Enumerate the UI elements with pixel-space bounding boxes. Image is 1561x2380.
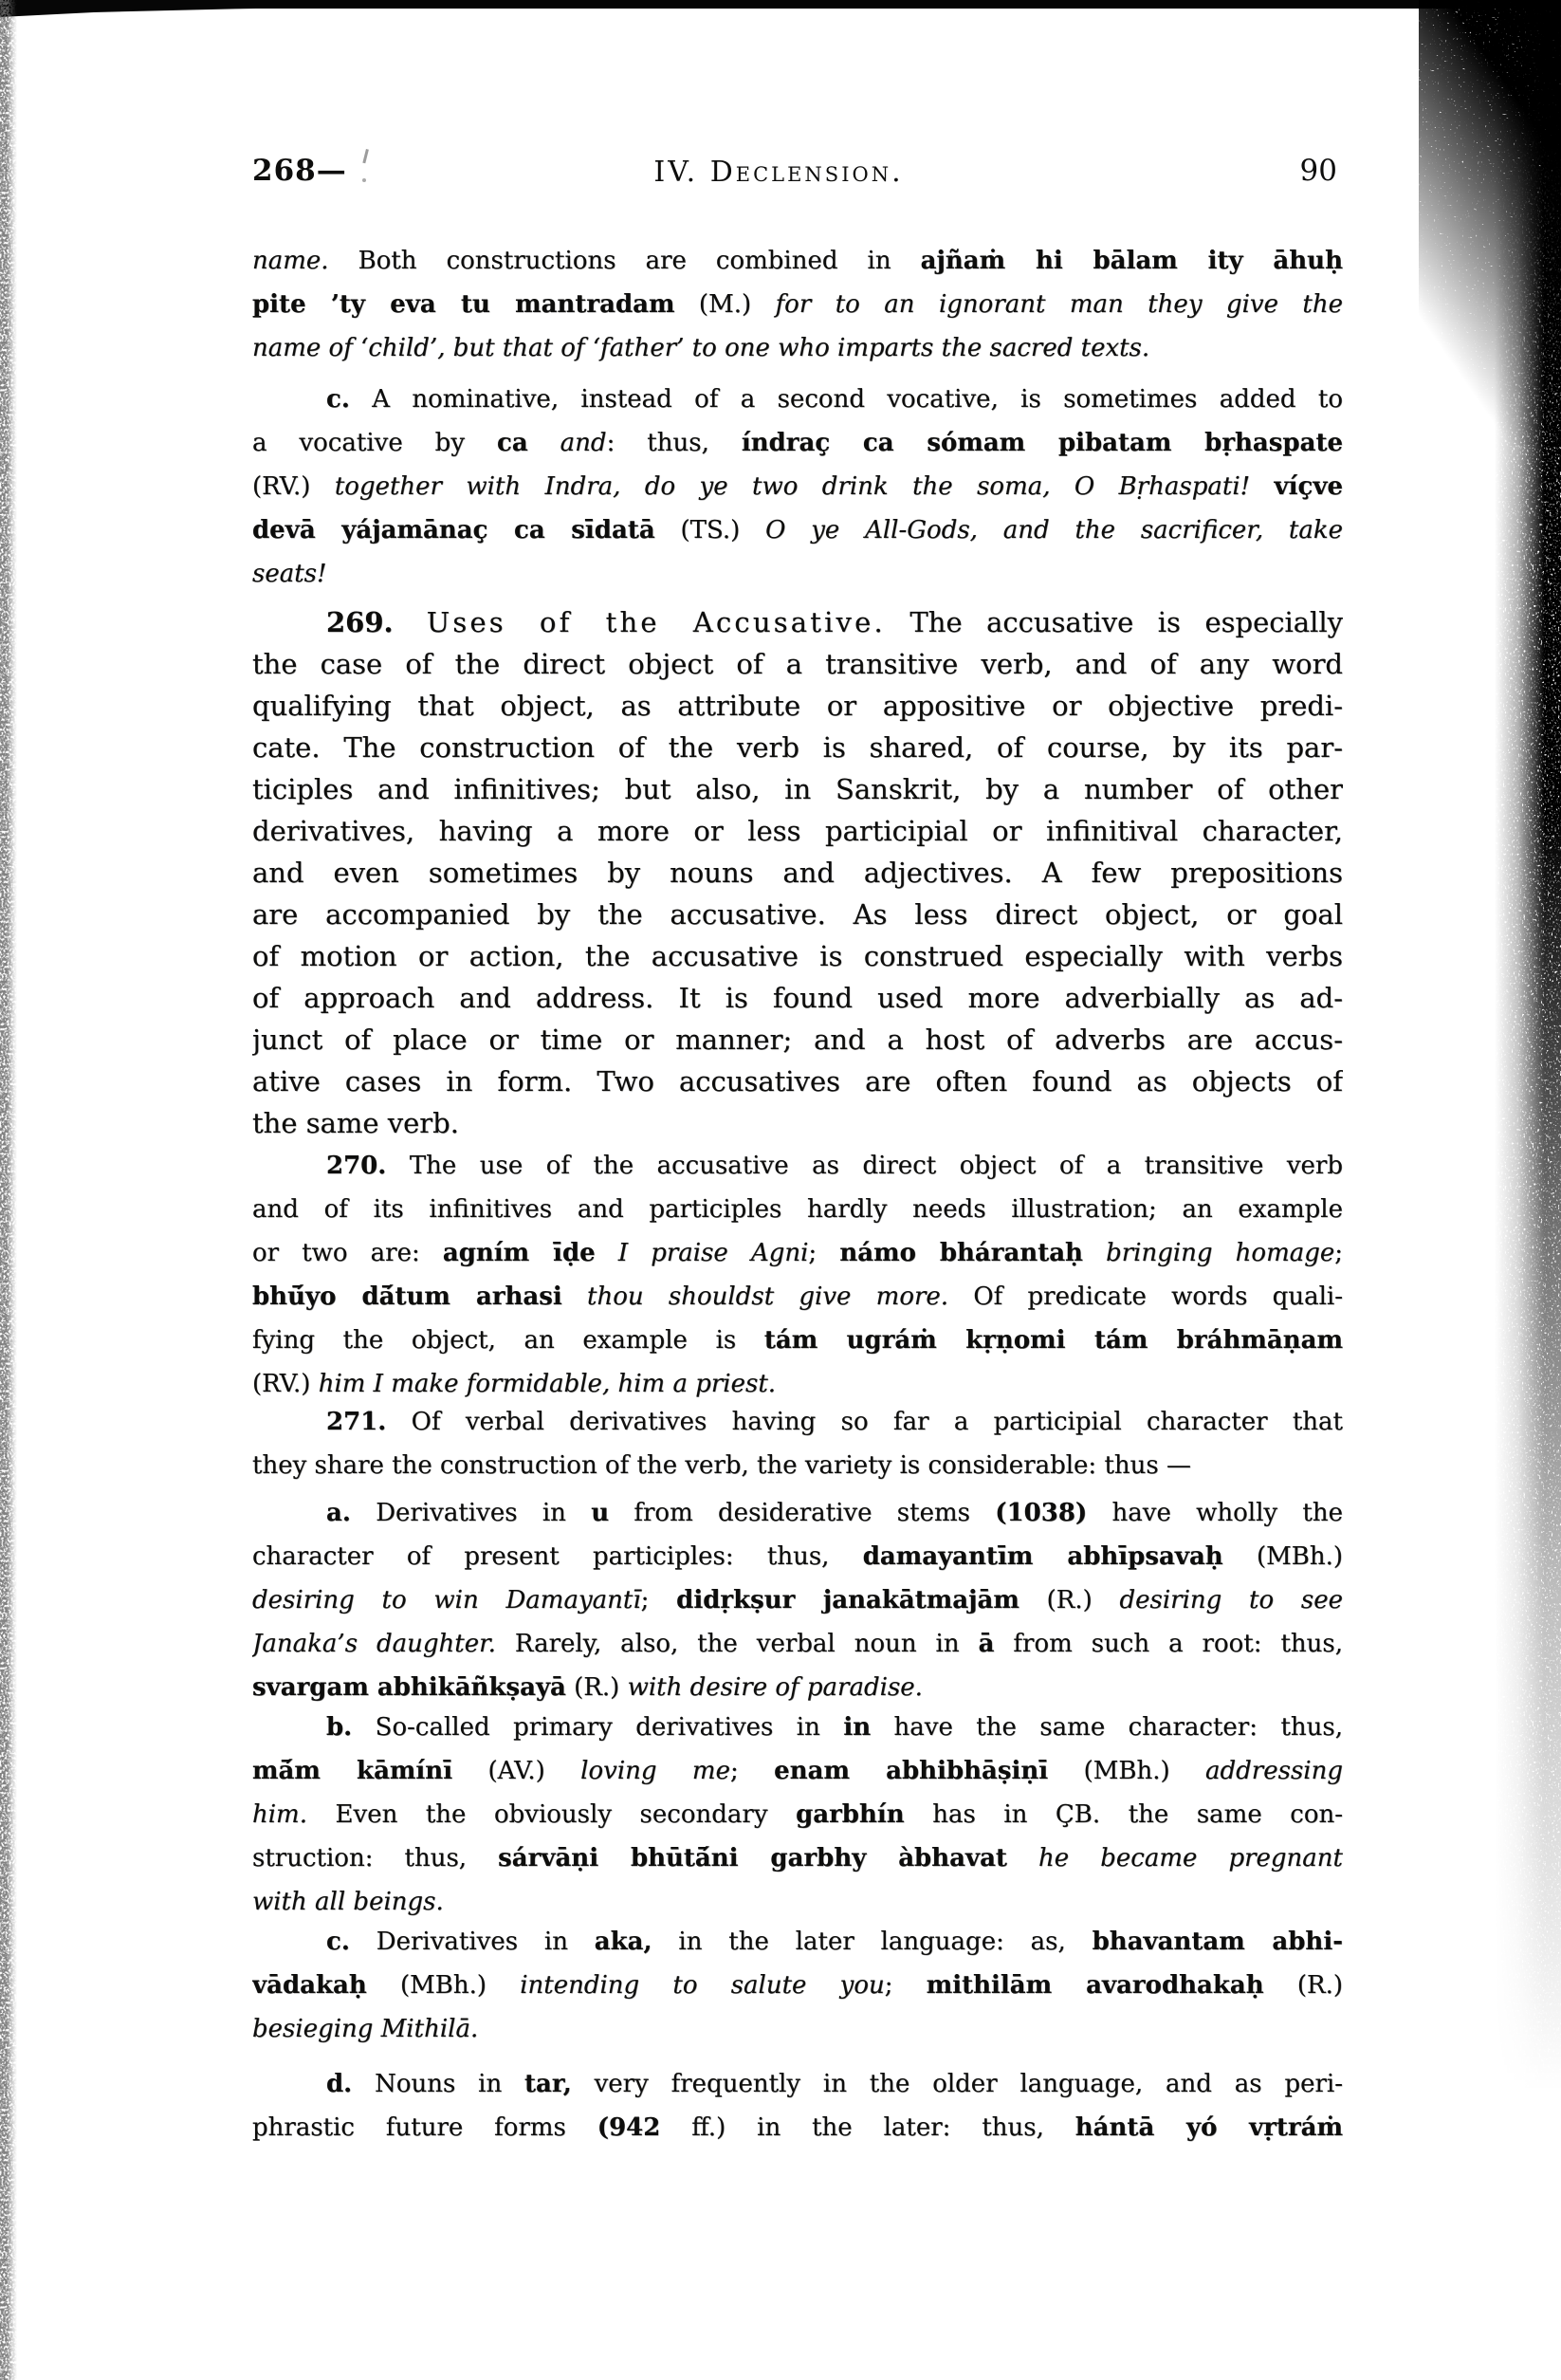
text-segment: in [843,1713,872,1742]
text-segment: very frequently in the older language, and as peri- [571,2070,1343,2098]
text-segment: with desire of paradise. [627,1673,923,1702]
text-segment: didṛkṣur janakātmajām [676,1586,1019,1614]
para-271d-line-1 [252,2062,1343,2106]
text-segment: Of predicate words quali- [948,1282,1343,1311]
text-segment: a vocative by [252,429,497,457]
text-segment: aka, [594,1928,652,1956]
text-segment [1250,472,1274,501]
text-segment: are accompanied by the accusative. As less direct object, or goal [252,898,1343,931]
text-segment: together with Indra, do ye two drink the soma, O Bṛhaspati! [334,472,1251,501]
para-270-line-1 [252,1144,1343,1188]
text-segment: 269. [326,606,394,638]
para-269-line-9 [252,935,1343,977]
para-271b-line-4 [252,1836,1343,1880]
text-segment: mā́m kāmínī [252,1757,453,1785]
text-segment: has in ÇB. the same con- [904,1800,1343,1829]
para-271a-line-3 [252,1578,1343,1622]
para-268c-line-1 [252,378,1343,421]
text-segment: fying the object, an example is [252,1326,764,1355]
text-segment: Derivatives in [350,1499,592,1527]
text-segment: a. [326,1499,351,1527]
para-270-line-5 [252,1319,1343,1362]
text-segment: (R.) [565,1673,628,1702]
para-continuation-line-1 [252,239,1343,283]
text-segment: have wholly the [1087,1499,1343,1527]
text-segment: Janaka’s daughter. [252,1630,496,1658]
page-number: 90 [1299,154,1337,188]
para-268c [252,378,1343,596]
text-segment: in the later language: as, [652,1928,1093,1956]
text-segment: svargam abhikāñkṣayā [252,1673,566,1702]
text-segment: they share the construction of the verb, the variety is considerable: thus — [252,1451,1192,1480]
para-269-line-8 [252,894,1343,935]
text-segment: So-called primary derivatives in [352,1713,844,1742]
text-segment: námo bhárantaḥ [839,1239,1083,1267]
text-segment: damayantīm abhīpsavaḥ [862,1542,1223,1571]
text-segment: pite ’ty eva tu mantradam [252,290,675,319]
text-segment: (942 [597,2113,661,2142]
section-range-number: 268— [252,154,347,188]
text-segment: character of present participles: thus, [252,1542,863,1571]
text-segment: desiring to win Damayantī [252,1586,641,1614]
text-segment: b. [326,1713,353,1742]
text-segment: him. [252,1800,307,1829]
text-segment: ; [640,1586,677,1614]
text-segment: from such a root: thus, [994,1630,1343,1658]
para-269-line-11 [252,1019,1343,1061]
text-segment: ; [884,1971,927,2000]
text-segment: ; [1334,1239,1343,1267]
text-segment: Uses of the Accusative. [393,606,886,638]
text-segment: ; [729,1757,775,1785]
text-segment: Nouns in [352,2070,525,2098]
text-segment: bhū́yo dā́tum arhasi [252,1282,562,1311]
para-271b-line-2 [252,1749,1343,1793]
text-segment: ca [497,429,528,457]
text-segment: the same verb. [252,1107,459,1139]
text-segment: Rarely, also, the verbal noun in [495,1630,979,1658]
para-269-line-1 [252,601,1343,643]
para-271a-line-2 [252,1535,1343,1578]
para-268c-line-4 [252,508,1343,552]
text-segment: tar, [524,2070,572,2098]
text-segment: derivatives, having a more or less participial or infinitival character, [252,815,1343,847]
para-269-line-3 [252,685,1343,727]
text-segment: The use of the accusative as direct object of a transitive verb [386,1152,1343,1180]
para-continuation-line-3 [252,326,1343,370]
text-segment: loving me [580,1757,730,1785]
para-271c-line-1 [252,1920,1343,1964]
para-270-line-2 [252,1188,1343,1231]
para-271-line-2 [252,1444,1343,1487]
text-segment: addressing [1205,1757,1343,1785]
text-segment: Both constructions are combined in [328,247,921,275]
para-271a [252,1491,1343,1709]
text-segment: hántā yó vṛtráṁ [1074,2113,1343,2142]
text-segment: (M.) [674,290,776,319]
text-segment: A nominative, instead of a second vocative, is sometimes added to [349,385,1343,414]
text-segment: name. [252,247,329,275]
text-segment: enam abhibhāṣiṇī [774,1757,1049,1785]
text-segment: mithilām avarodhakaḥ [926,1971,1264,2000]
para-268c-line-3 [252,465,1343,508]
para-268c-line-2 [252,421,1343,465]
text-segment: u [591,1499,610,1527]
text-segment: I praise Agni [595,1239,809,1267]
chapter-running-title: IV. Declension. [653,156,904,189]
text-segment: devā yájamānaç ca sīdatā [252,516,655,544]
para-269-line-6 [252,810,1343,852]
text-segment: víçve [1274,472,1343,501]
text-segment: him I make formidable, him a priest. [318,1370,777,1398]
text-segment: or two are: [252,1239,443,1267]
text-segment: (MBh.) [1222,1542,1343,1571]
text-segment: 271. [326,1408,387,1436]
text-segment: ; [808,1239,840,1267]
para-271a-line-1 [252,1491,1343,1535]
text-segment: c. [326,385,350,414]
para-269-line-2 [252,643,1343,685]
para-270 [252,1144,1343,1406]
text-segment: desiring to see [1119,1586,1343,1614]
text-segment: (MBh.) [366,1971,521,2000]
text-segment: bringing homage [1082,1239,1335,1267]
text-segment: ticiples and infinitives; but also, in Sanskrit, by a number of other [252,773,1343,805]
text-segment: índraç ca sómam pibatam bṛhaspate [741,429,1343,457]
text-segment: for to an ignorant man they give the [775,290,1343,319]
text-segment: from desiderative stems [609,1499,996,1527]
para-269-line-5 [252,768,1343,810]
text-segment: of approach and address. It is found used more adverbially as ad- [252,982,1343,1014]
text-segment: (TS.) [654,516,766,544]
para-271a-line-5 [252,1666,1343,1709]
text-segment: and [527,429,607,457]
text-segment: : thus, [606,429,742,457]
text-segment: with all beings. [252,1888,444,1916]
para-269-line-10 [252,977,1343,1019]
text-segment: seats! [252,560,327,588]
text-segment: thou shouldst give more. [561,1282,949,1311]
para-269-line-12 [252,1061,1343,1102]
text-segment: Even the obviously secondary [306,1800,797,1829]
para-271d-line-2 [252,2106,1343,2149]
text-segment: junct of place or time or manner; and a host of adverbs are accus- [252,1024,1343,1056]
text-segment: sárvāṇi bhūtā́ni garbhy àbhavat [498,1844,1007,1873]
text-segment: vādakaḥ [252,1971,367,2000]
text-segment: agním īḍe [442,1239,596,1267]
text-segment: have the same character: thus, [871,1713,1343,1742]
text-segment: name of ‘child’, but that of ‘father’ to one who imparts the sacred texts. [252,334,1150,362]
para-271c-line-2 [252,1964,1343,2007]
text-segment: Derivatives in [349,1928,595,1956]
para-continuation [252,239,1343,370]
text-segment: The accusative is especially [885,606,1343,638]
para-271b-line-3 [252,1793,1343,1836]
para-270-line-4 [252,1275,1343,1319]
text-segment: the case of the direct object of a transitive verb, and of any word [252,648,1343,680]
para-271c-line-3 [252,2007,1343,2051]
text-segment: (RV.) [252,1370,319,1398]
text-segment: ative cases in form. Two accusatives are often found as objects of [252,1065,1343,1098]
para-271d [252,2062,1343,2149]
para-271c [252,1920,1343,2051]
text-segment: (R.) [1019,1586,1120,1614]
text-segment: Of verbal derivatives having so far a participial character that [386,1408,1343,1436]
text-segment: and of its infinitives and participles hardly needs illustration; an example [252,1195,1343,1224]
text-segment: ajñaṁ hi bālam ity āhuḥ [920,247,1343,275]
text-segment: intending to salute you [520,1971,885,2000]
text-segment: cate. The construction of the verb is shared, of course, by its par- [252,731,1343,764]
text-segment: c. [326,1928,350,1956]
text-segment: (RV.) [252,472,335,501]
text-segment: besieging Mithilā. [252,2015,479,2043]
text-segment: ff.) in the later: thus, [660,2113,1075,2142]
para-269-line-7 [252,852,1343,894]
scan-noise-left [0,0,17,2380]
para-269-line-13 [252,1102,1343,1144]
para-271a-line-4 [252,1622,1343,1666]
para-continuation-line-2 [252,283,1343,326]
para-271b-line-1 [252,1706,1343,1749]
text-segment: garbhín [796,1800,905,1829]
text-segment: O ye All-Gods, and the sacrificer, take [765,516,1343,544]
text-segment: (1038) [995,1499,1088,1527]
text-segment: (MBh.) [1048,1757,1206,1785]
text-body [252,0,1343,2380]
text-segment: bhavantam abhi- [1092,1928,1343,1956]
para-271 [252,1400,1343,1487]
text-segment: ā [978,1630,995,1658]
para-271b [252,1706,1343,1924]
para-271-line-1 [252,1400,1343,1444]
text-segment: and even sometimes by nouns and adjectives. A few prepositions [252,857,1343,889]
para-269 [252,601,1343,1144]
text-segment: he became pregnant [1006,1844,1343,1873]
text-segment: d. [326,2070,353,2098]
text-segment: phrastic future forms [252,2113,597,2142]
text-segment: 270. [326,1152,387,1180]
para-268c-line-5 [252,552,1343,596]
text-segment: tám ugráṁ kṛṇomi tám bráhmāṇam [763,1326,1343,1355]
scan-noise-top-right [1419,0,1561,446]
para-270-line-3 [252,1231,1343,1275]
para-269-line-4 [252,727,1343,768]
para-271b-line-5 [252,1880,1343,1924]
text-segment: (AV.) [452,1757,581,1785]
text-segment: of motion or action, the accusative is construed especially with verbs [252,940,1343,972]
text-segment: qualifying that object, as attribute or appositive or objective predi- [252,690,1343,722]
text-segment: struction: thus, [252,1844,499,1873]
text-segment: (R.) [1263,1971,1343,2000]
